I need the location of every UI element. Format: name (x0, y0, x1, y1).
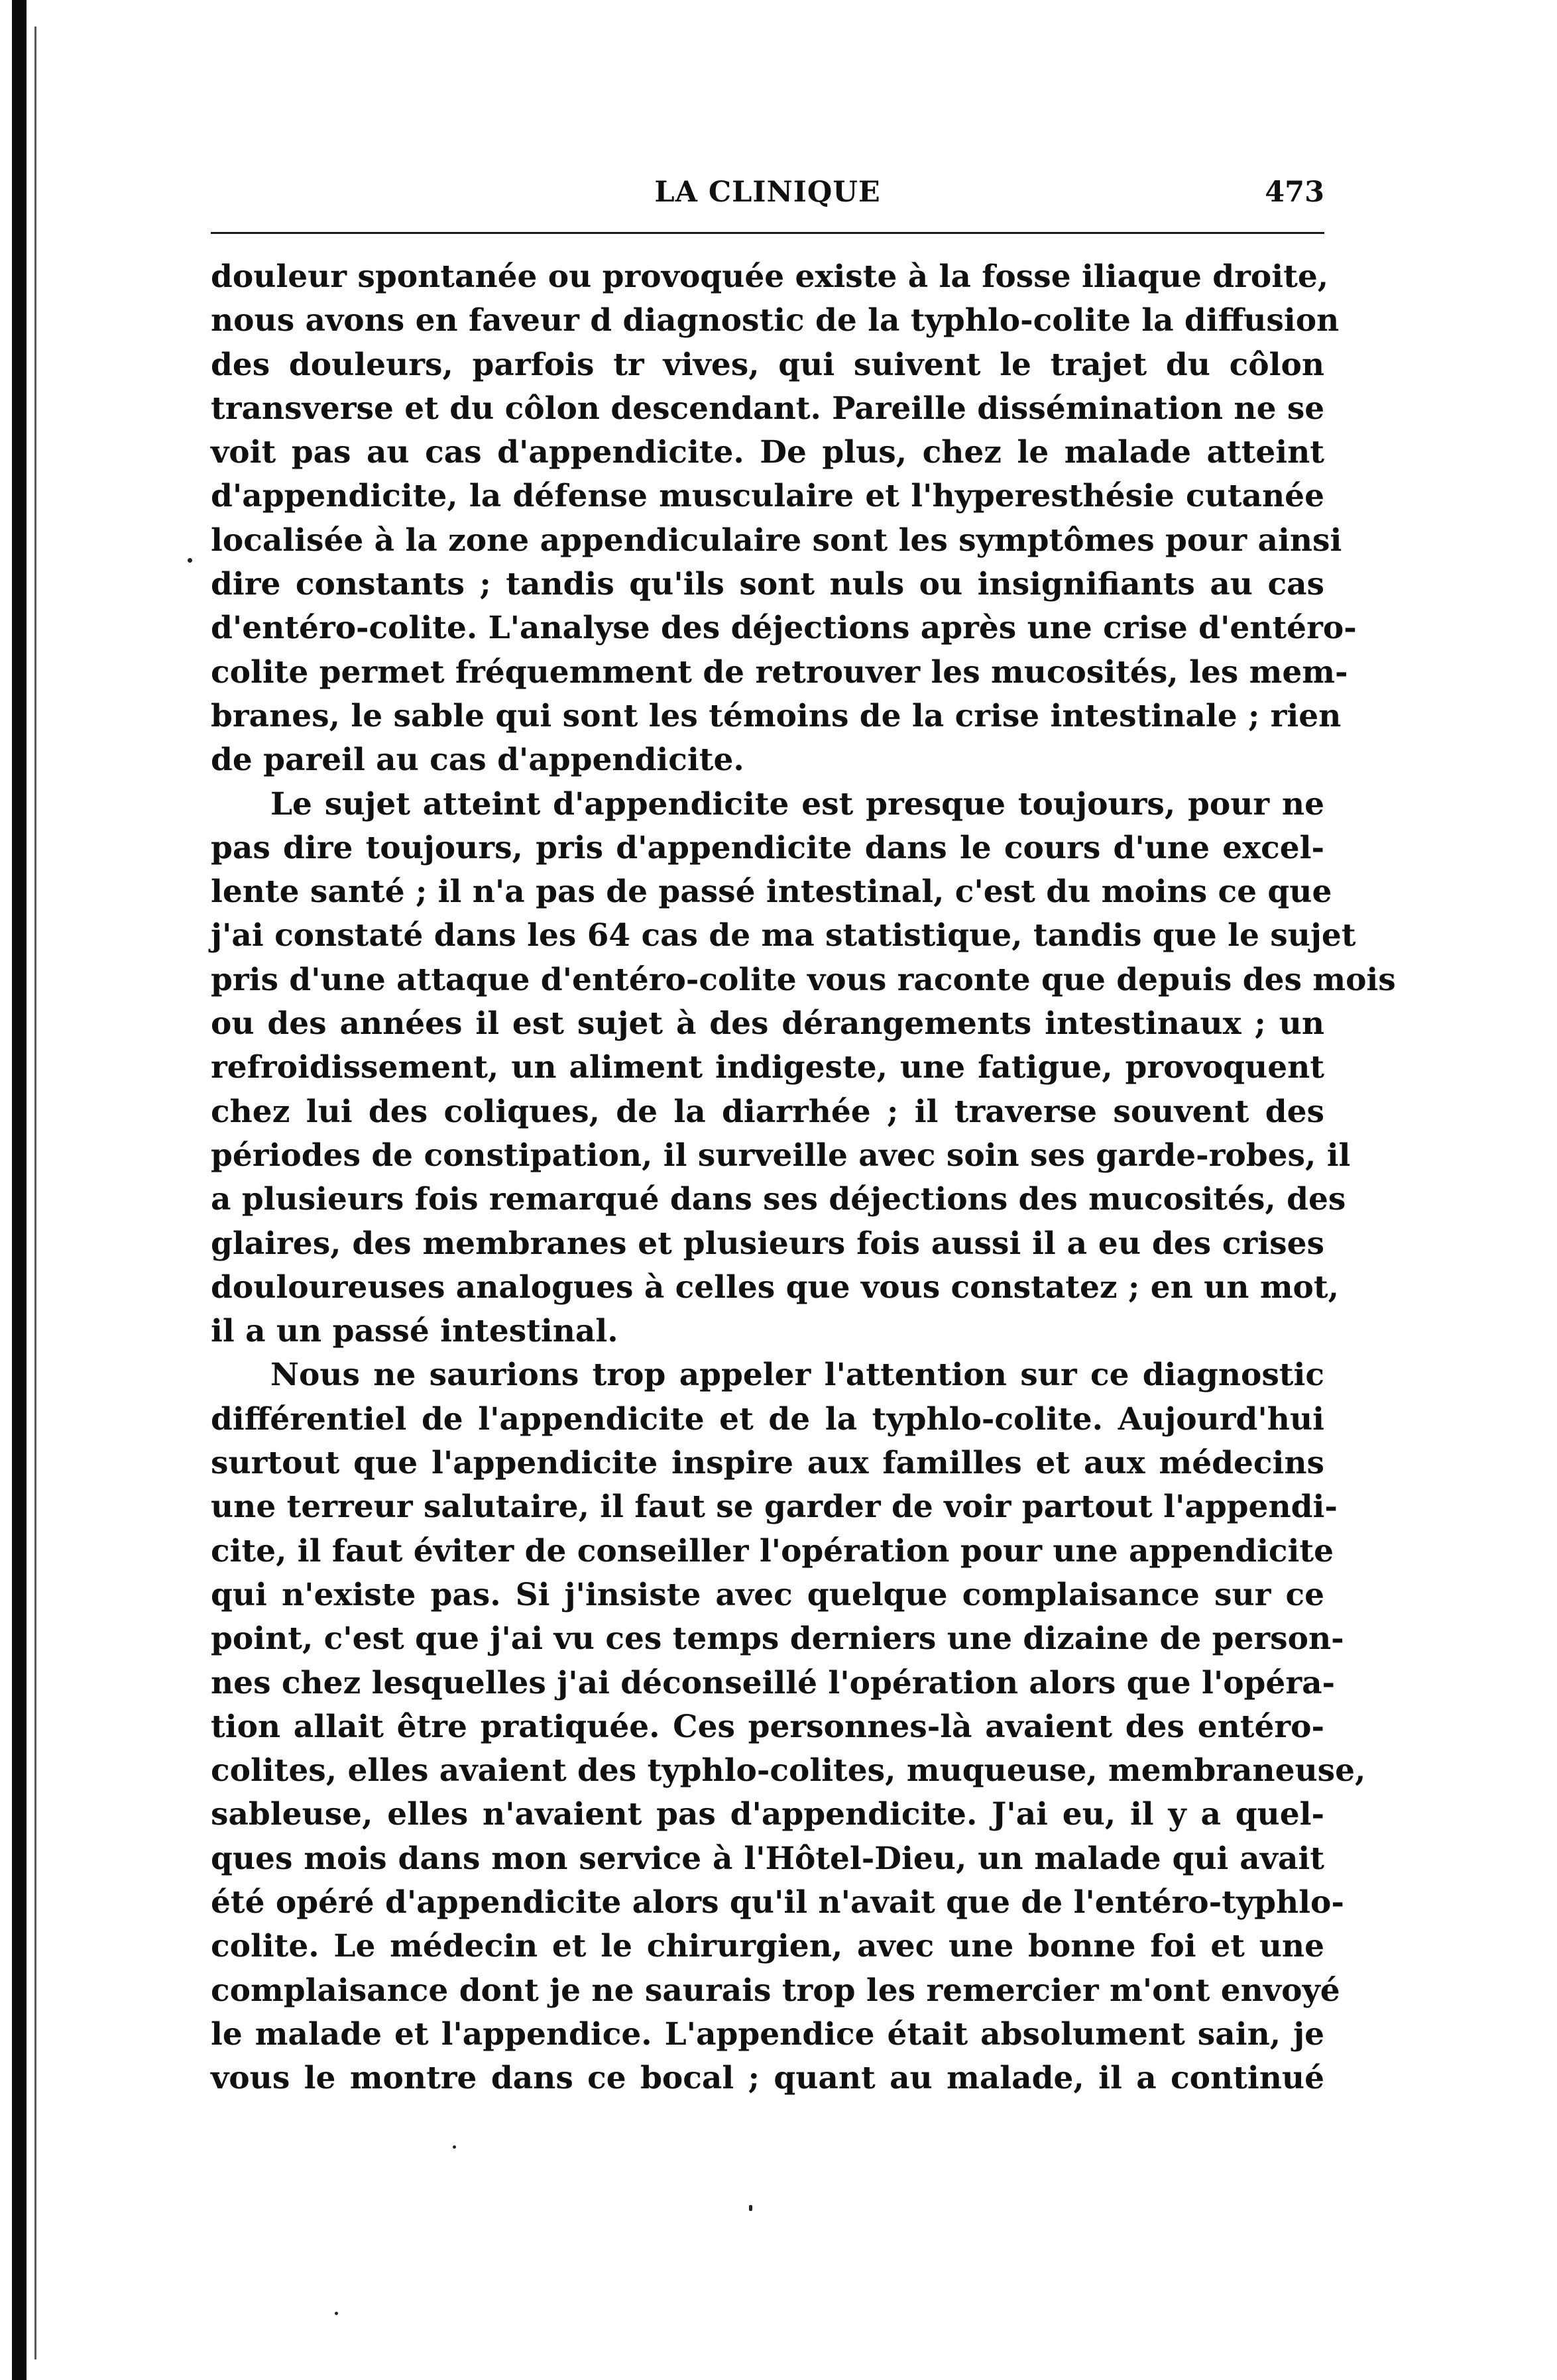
text-line: été opéré d'appendicite alors qu'il n'avait que de l'entéro-typhlo- (211, 1884, 1344, 1921)
text-line: il a un passé intestinal. (211, 1313, 618, 1350)
text-line: d'entéro-colite. L'analyse des déjections après une crise d'entéro- (211, 610, 1357, 647)
text-line: pas dire toujours, pris d'appendicite dans le cours d'une excel- (211, 829, 1324, 866)
text-line: j'ai constaté dans les 64 cas de ma statistique, tandis que le sujet (211, 917, 1356, 954)
text-line: colite. Le médecin et le chirurgien, avec une bonne foi et une (211, 1928, 1324, 1965)
text-line: complaisance dont je ne saurais trop les remercier m'ont envoyé (211, 1972, 1340, 2009)
text-line: colites, elles avaient des typhlo-colites, muqueuse, membraneuse, (211, 1752, 1366, 1789)
text-line: douleur spontanée ou provoquée existe à la fosse iliaque droite, (211, 258, 1329, 295)
text-line: colite permet fréquemment de retrouver les mucosités, les mem- (211, 653, 1348, 691)
text-line: Nous ne saurions trop appeler l'attention sur ce diagnostic (270, 1357, 1324, 1394)
text-line: des douleurs, parfois tr vives, qui suivent le trajet du côlon (211, 346, 1324, 383)
scan-speck (749, 2205, 752, 2211)
text-line: vous le montre dans ce bocal ; quant au malade, il a continué (211, 2060, 1324, 2097)
page-gutter-line (34, 27, 36, 2359)
scan-speck (453, 2145, 456, 2149)
header-rule (211, 232, 1324, 234)
paragraph-2 (211, 783, 1396, 1354)
text-line: sableuse, elles n'avaient pas d'appendicite. J'ai eu, il y a quel- (211, 1796, 1324, 1833)
text-line: ques mois dans mon service à l'Hôtel-Dieu, un malade qui avait (211, 1840, 1324, 1877)
scan-speck (335, 2312, 338, 2315)
text-line: Le sujet atteint d'appendicite est presque toujours, pour ne (270, 785, 1324, 822)
text-line: différentiel de l'appendicite et de la typhlo-colite. Aujourd'hui (211, 1400, 1324, 1438)
text-line: chez lui des coliques, de la diarrhée ; il traverse souvent des (211, 1093, 1324, 1130)
text-line: nes chez lesquelles j'ai déconseillé l'opération alors que l'opéra- (211, 1664, 1336, 1701)
text-line: branes, le sable qui sont les témoins de la crise intestinale ; rien (211, 697, 1342, 734)
text-line: de pareil au cas d'appendicite. (211, 742, 744, 779)
text-line: dire constants ; tandis qu'ils sont nuls ou insignifiants au cas (211, 566, 1324, 603)
text-line: glaires, des membranes et plusieurs fois aussi il a eu des crises (211, 1225, 1324, 1262)
page-binding-edge (12, 0, 27, 2380)
text-line: localisée à la zone appendiculaire sont les symptômes pour ainsi (211, 522, 1342, 559)
text-line: une terreur salutaire, il faut se garder de voir partout l'appendi- (211, 1489, 1338, 1526)
page-number: 473 (1265, 176, 1324, 209)
text-line: a plusieurs fois remarqué dans ses déjections des mucosités, des (211, 1181, 1346, 1218)
text-line: refroidissement, un aliment indigeste, une fatigue, provoquent (211, 1049, 1324, 1086)
page-header (211, 176, 1324, 222)
text-line: surtout que l'appendicite inspire aux familles et aux médecins (211, 1445, 1324, 1482)
paragraph-3 (211, 1353, 1366, 2100)
text-line: nous avons en faveur d diagnostic de la typhlo-colite la diffusion (211, 302, 1340, 339)
running-title: LA CLINIQUE (654, 176, 881, 209)
text-line: lente santé ; il n'a pas de passé intestinal, c'est du moins ce que (211, 874, 1332, 911)
scan-speck (188, 558, 192, 563)
text-line: point, c'est que j'ai vu ces temps derniers une dizaine de person- (211, 1620, 1344, 1658)
paragraph-1 (211, 255, 1357, 783)
text-line: pris d'une attaque d'entéro-colite vous raconte que depuis des mois (211, 961, 1396, 998)
text-line: voit pas au cas d'appendicite. De plus, chez le malade atteint (211, 434, 1324, 471)
text-line: qui n'existe pas. Si j'insiste avec quelque complaisance sur ce (211, 1576, 1324, 1613)
text-line: transverse et du côlon descendant. Pareille dissémination ne se (211, 390, 1325, 427)
body-text (211, 255, 1396, 2100)
text-line: ou des années il est sujet à des dérangements intestinaux ; un (211, 1005, 1324, 1043)
text-line: tion allait être pratiquée. Ces personnes-là avaient des entéro- (211, 1708, 1324, 1745)
text-line: d'appendicite, la défense musculaire et l'hyperesthésie cutanée (211, 478, 1324, 515)
text-line: douloureuses analogues à celles que vous constatez ; en un mot, (211, 1269, 1339, 1306)
text-line: le malade et l'appendice. L'appendice était absolument sain, je (211, 2015, 1324, 2053)
text-line: périodes de constipation, il surveille avec soin ses garde-robes, il (211, 1137, 1351, 1174)
text-line: cite, il faut éviter de conseiller l'opération pour une appendicite (211, 1532, 1334, 1569)
